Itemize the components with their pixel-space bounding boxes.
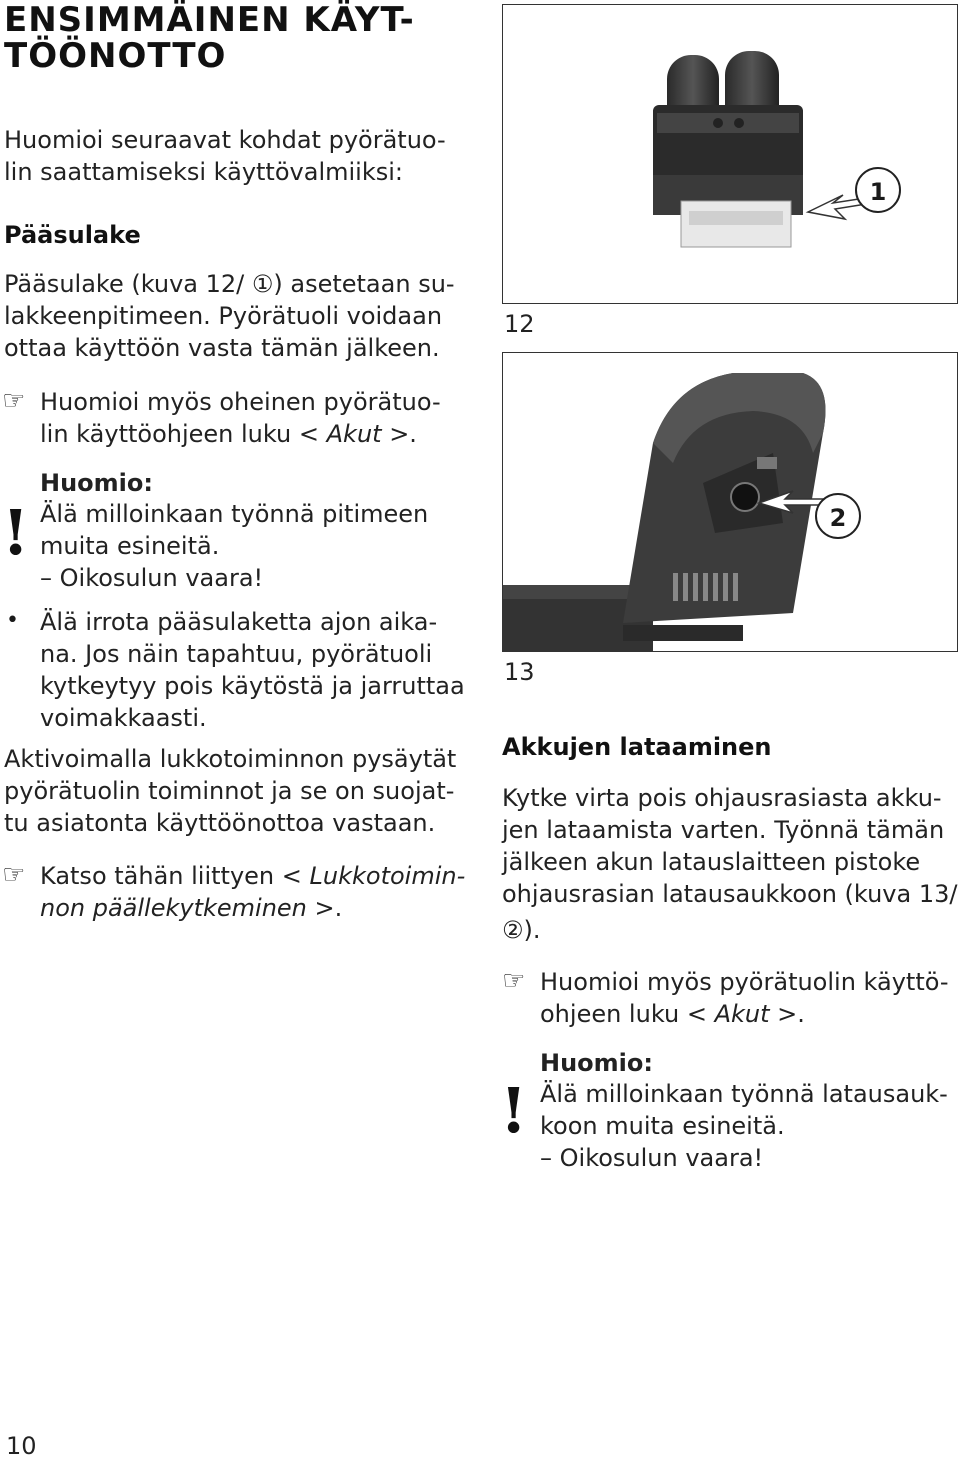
section-heading-charging: Akkujen lataaminen (502, 733, 772, 761)
bullet-line: voimakkaasti. (40, 704, 207, 732)
warning-line: koon muita esineitä. (540, 1112, 785, 1140)
warning-label: Huomio: (540, 1049, 653, 1077)
lock-line: pyörätuolin toiminnot ja se on suojat- (4, 777, 455, 805)
hint-note-1 (40, 386, 441, 450)
warning-line: muita esineitä. (40, 532, 220, 560)
section-heading-fuse: Pääsulake (4, 221, 141, 249)
intro-line: lin saattamiseksi käyttövalmiiksi: (4, 158, 403, 186)
hint-line: Katso tähän liittyen < Lukkotoimin- (40, 862, 466, 890)
lock-text (4, 743, 456, 839)
bullet-text (40, 606, 465, 734)
intro-line: Huomioi seuraavat kohdat pyörätuo- (4, 126, 446, 154)
hint-note-2 (40, 860, 465, 924)
charging-line: Kytke virta pois ohjausrasiasta akku- (502, 784, 942, 812)
charging-line: ②). (502, 916, 541, 944)
charging-line: jälkeen akun latauslaitteen pistoke (502, 848, 921, 876)
hint-line: lin käyttöohjeen luku < Akut >. (40, 420, 417, 448)
fuse-line: Pääsulake (kuva 12/ ①) asetetaan su- (4, 270, 455, 298)
figure-12-callout-1: 1 (855, 167, 901, 213)
fuse-holder-illustration (503, 5, 958, 304)
hint-line: Huomioi myös oheinen pyörätuo- (40, 388, 441, 416)
warning-label: Huomio: (40, 469, 153, 497)
warning-line: Älä milloinkaan työnnä pitimeen (40, 500, 429, 528)
control-box-illustration (503, 353, 958, 652)
figure-13-callout-2: 2 (815, 493, 861, 539)
figure-13-caption: 13 (504, 658, 535, 686)
warning-line: – Oikosulun vaara! (40, 564, 264, 592)
bullet-line: Älä irrota pääsulaketta ajon aika- (40, 608, 438, 636)
bullet-line: na. Jos näin tapahtuu, pyörätuoli (40, 640, 433, 668)
page-title: ENSIMMÄINEN KÄYT- TÖÖNOTTO (4, 0, 415, 76)
figure-13-control-box-photo (502, 352, 958, 652)
fuse-line: lakkeenpitimeen. Pyörätuoli voidaan (4, 302, 443, 330)
hint-line: non päällekytkeminen >. (40, 894, 343, 922)
figure-12-caption: 12 (504, 310, 535, 338)
lock-line: Aktivoimalla lukkotoiminnon pysäytät (4, 745, 457, 773)
pointing-hand-icon: ☞ (2, 860, 26, 890)
hint-line: ohjeen luku < Akut >. (540, 1000, 805, 1028)
warning-line: Älä milloinkaan työnnä latausauk- (540, 1080, 948, 1108)
warning-line: – Oikosulun vaara! (540, 1144, 764, 1172)
intro-text (4, 124, 446, 188)
page-number: 10 (6, 1432, 37, 1460)
pointing-hand-icon: ☞ (2, 386, 26, 416)
bullet-line: kytkeytyy pois käytöstä ja jarruttaa (40, 672, 465, 700)
warning-exclamation-icon: ! (500, 1074, 528, 1147)
charging-line: jen lataamista varten. Työnnä tämän (502, 816, 945, 844)
lock-line: tu asiatonta käyttöönottoa vastaan. (4, 809, 436, 837)
hint-line: Huomioi myös pyörätuolin käyttö- (540, 968, 949, 996)
bullet-dot-icon: • (6, 608, 19, 633)
warning-block-2 (540, 1048, 948, 1174)
fuse-line: ottaa käyttöön vasta tämän jälkeen. (4, 334, 440, 362)
charging-line: ohjausrasian latausaukkoon (kuva 13/ (502, 880, 958, 908)
warning-exclamation-icon: ! (2, 496, 30, 569)
charging-text (502, 782, 957, 946)
pointing-hand-icon: ☞ (502, 966, 526, 996)
fuse-text (4, 268, 455, 364)
figure-12-fuse-photo (502, 4, 958, 304)
hint-note-3 (540, 966, 949, 1030)
warning-block-1 (40, 468, 428, 594)
